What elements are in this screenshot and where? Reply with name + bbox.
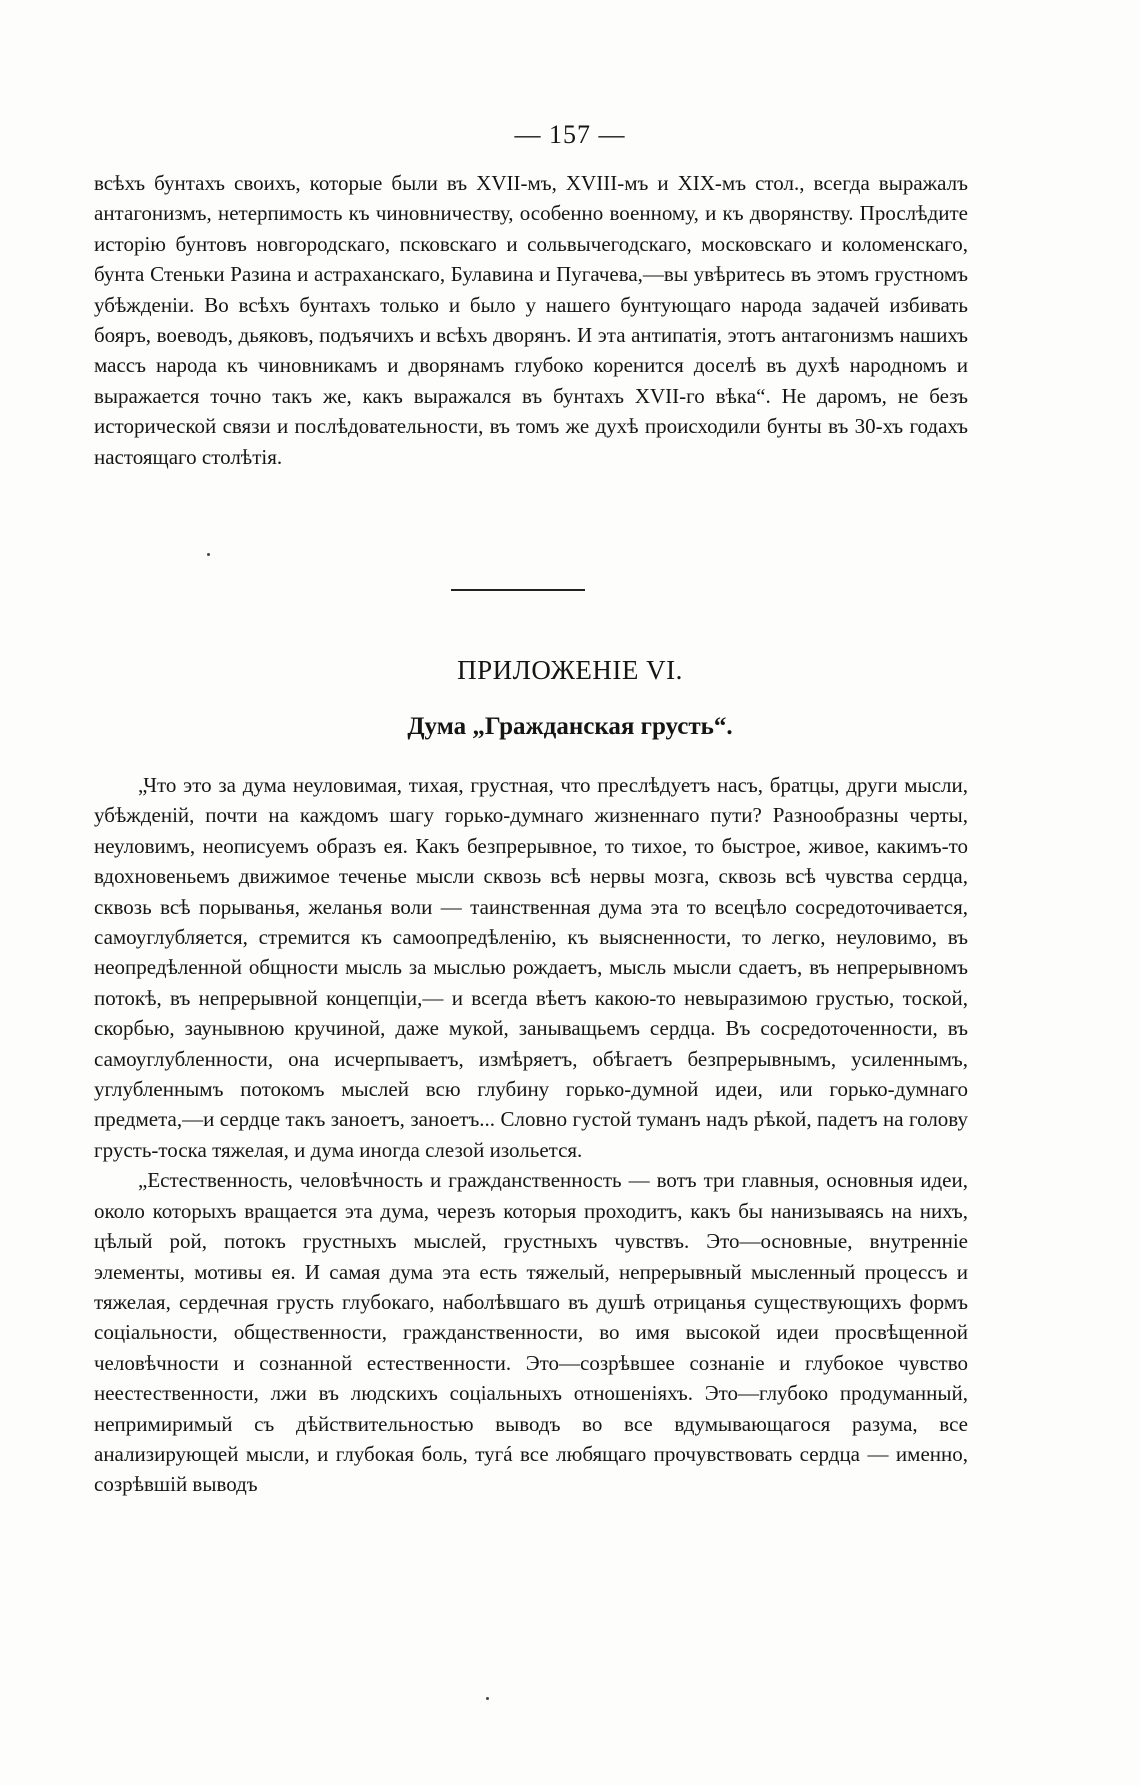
print-speck	[486, 1697, 489, 1700]
page-number: — 157 —	[514, 120, 626, 149]
body-paragraph-2: „Естественность, человѣчность и гражданственность — вотъ три главныя, основныя идеи, около которыхъ вращается эта дума, черезъ которыя проходитъ, какъ бы нанизываясь на нихъ, цѣлый рой, потокъ грустныхъ мыслей, грустныхъ чувствъ. Это—основные, внутренніе элементы, мотивы ея. И самая дума эта есть тяжелый, непрерывный мысленный процессъ и тяжелая, сердечная грусть глубокаго, наболѣвшаго въ душѣ отрицанья существующихъ формъ соціальности, общественности, гражданственности, во имя высокой идеи просвѣщенной человѣчности и сознанной естественности. Это—созрѣвшее сознаніе и глубокое чувство неестественности, лжи въ людскихъ соціальныхъ отношеніяхъ. Это—глубоко продуманный, непримиримый съ дѣйствительностью выводъ во все вдумывающагося разума, все анализирующей мысли, и глубокая боль, тугá все любящаго прочувствовать сердца — именно, созрѣвшій выводъ	[94, 1168, 968, 1497]
print-speck	[207, 553, 210, 556]
body-paragraph-1: „Что это за дума неуловимая, тихая, грустная, что преслѣдуетъ насъ, братцы, други мысли, убѣжденій, почти на каждомъ шагу горько-думнаго жизненнаго пути? Разнообразны черты, неуловимъ, неописуемъ образъ ея. Какъ безпрерывное, то тихое, то быстрое, живое, какимъ-то вдохновеньемъ движимое теченье мысли сквозь всѣ нервы мозга, сквозь всѣ чувства сердца, сквозь всѣ порыванья, желанья воли — таинственная дума эта то всецѣло сосредоточивается, самоуглубляется, стремится къ самоопредѣленію, къ выясненности, то легко, неуловимо, въ неопредѣленной общности мысль за мыслью рождаетъ, мысль мысли сдаетъ, въ непрерывномъ потокѣ, въ непрерывной концепціи,— и всегда вѣетъ какою-то невыразимою грустью, тоской, скорбью, заунывною кручиной, даже мукой, заныващьемъ сердца. Въ сосредоточенности, въ самоуглубленности, она исчерпываетъ, измѣряетъ, обѣгаетъ безпрерывнымъ, усиленнымъ, углубленнымъ потокомъ мыслей всю глубину горько-думной идеи, или горько-думнаго предмета,—и сердце такъ заноетъ, заноетъ... Словно густой туманъ надъ рѣкой, падетъ на голову грусть-тоска тяжелая, и дума иногда слезой изольется.	[94, 773, 968, 1162]
duma-title: Дума „Гражданская грусть“.	[407, 713, 733, 740]
continuation-paragraph: всѣхъ бунтахъ своихъ, которые были въ XVII-мъ, XVIII-мъ и XIX-мъ стол., всегда выражалъ антагонизмъ, нетерпимость къ чиновничеству, особенно военному, и къ дворянству. Прослѣдите исторію бунтовъ новгородскаго, псковскаго и сольвычегодскаго, московскаго и коломенскаго, бунта Стеньки Разина и астраханскаго, Булавина и Пугачева,—вы увѣритесь въ этомъ грустномъ убѣжденіи. Во всѣхъ бунтахъ только и было у нашего бунтующаго народа задачей избивать бояръ, воеводъ, дьяковъ, подъячихъ и всѣхъ дворянъ. И эта антипатія, этотъ антагонизмъ нашихъ массъ народа къ чиновникамъ и дворянамъ глубоко коренится доселѣ въ духѣ народномъ и выражается точно такъ же, какъ выражался въ бунтахъ XVII-го вѣка“. Не даромъ, не безъ исторической связи и послѣдовательности, въ томъ же духѣ происходили бунты въ 30-хъ годахъ настоящаго столѣтія.	[94, 171, 968, 469]
duma-body	[94, 770, 968, 1500]
continuation-paragraph-block	[94, 168, 968, 472]
appendix-heading: ПРИЛОЖЕНІЕ VI.	[457, 655, 683, 685]
section-divider	[451, 589, 585, 591]
